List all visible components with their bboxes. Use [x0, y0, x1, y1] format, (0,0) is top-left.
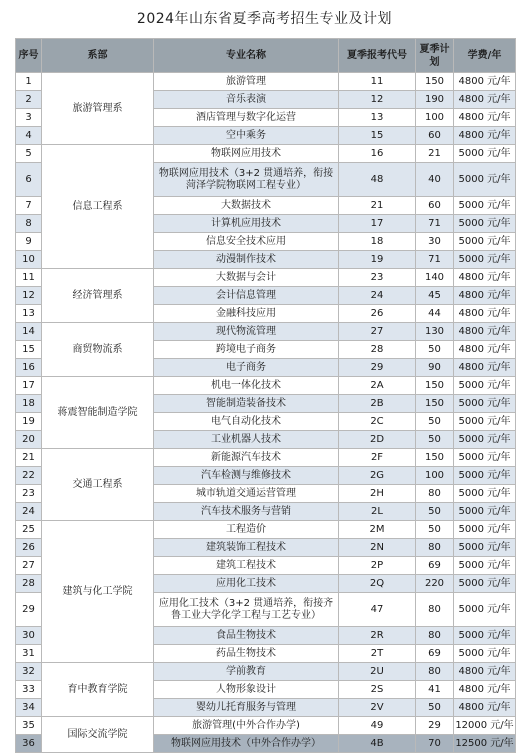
- row-number: 9: [16, 233, 42, 251]
- row-number: 23: [16, 485, 42, 503]
- exam-code: 29: [339, 359, 416, 377]
- major-name: 大数据与会计: [154, 269, 339, 287]
- table-row: [16, 663, 516, 681]
- row-number: 2: [16, 91, 42, 109]
- plan-count: 71: [416, 251, 454, 269]
- major-name: 汽车检测与维修技术: [154, 467, 339, 485]
- exam-code: 28: [339, 341, 416, 359]
- tuition-fee: 5000 元/年: [454, 557, 516, 575]
- row-number: 32: [16, 663, 42, 681]
- plan-count: 41: [416, 681, 454, 699]
- row-number: 13: [16, 305, 42, 323]
- tuition-fee: 5000 元/年: [454, 485, 516, 503]
- exam-code: 16: [339, 145, 416, 163]
- plan-count: 100: [416, 467, 454, 485]
- header-plan: 夏季计划: [416, 39, 454, 73]
- major-name: 物联网应用技术: [154, 145, 339, 163]
- exam-code: 2H: [339, 485, 416, 503]
- exam-code: 48: [339, 163, 416, 197]
- department-name: 建筑与化工学院: [42, 521, 154, 663]
- plan-count: 70: [416, 735, 454, 753]
- enrollment-table: [15, 38, 516, 753]
- plan-count: 150: [416, 395, 454, 413]
- row-number: 24: [16, 503, 42, 521]
- row-number: 10: [16, 251, 42, 269]
- plan-count: 80: [416, 627, 454, 645]
- row-number: 4: [16, 127, 42, 145]
- tuition-fee: 5000 元/年: [454, 413, 516, 431]
- tuition-fee: 5000 元/年: [454, 575, 516, 593]
- major-name: 建筑工程技术: [154, 557, 339, 575]
- tuition-fee: 5000 元/年: [454, 197, 516, 215]
- exam-code: 2N: [339, 539, 416, 557]
- plan-count: 69: [416, 645, 454, 663]
- row-number: 31: [16, 645, 42, 663]
- department-name: 经济管理系: [42, 269, 154, 323]
- major-name: 食品生物技术: [154, 627, 339, 645]
- tuition-fee: 5000 元/年: [454, 539, 516, 557]
- row-number: 5: [16, 145, 42, 163]
- plan-count: 50: [416, 699, 454, 717]
- exam-code: 2L: [339, 503, 416, 521]
- row-number: 33: [16, 681, 42, 699]
- plan-count: 100: [416, 109, 454, 127]
- major-name: 应用化工技术: [154, 575, 339, 593]
- major-name: 机电一体化技术: [154, 377, 339, 395]
- plan-count: 45: [416, 287, 454, 305]
- table-row: [16, 145, 516, 163]
- exam-code: 2B: [339, 395, 416, 413]
- department-name: 交通工程系: [42, 449, 154, 521]
- row-number: 6: [16, 163, 42, 197]
- header-dept: 系部: [42, 39, 154, 73]
- major-name: 跨境电子商务: [154, 341, 339, 359]
- tuition-fee: 4800 元/年: [454, 323, 516, 341]
- tuition-fee: 4800 元/年: [454, 73, 516, 91]
- plan-count: 90: [416, 359, 454, 377]
- plan-count: 150: [416, 449, 454, 467]
- tuition-fee: 5000 元/年: [454, 145, 516, 163]
- plan-count: 50: [416, 521, 454, 539]
- tuition-fee: 5000 元/年: [454, 233, 516, 251]
- department-name: 旅游管理系: [42, 73, 154, 145]
- plan-count: 50: [416, 413, 454, 431]
- major-name: 计算机应用技术: [154, 215, 339, 233]
- exam-code: 2V: [339, 699, 416, 717]
- major-name: 工程造价: [154, 521, 339, 539]
- plan-count: 50: [416, 341, 454, 359]
- tuition-fee: 5000 元/年: [454, 431, 516, 449]
- row-number: 18: [16, 395, 42, 413]
- exam-code: 2G: [339, 467, 416, 485]
- tuition-fee: 4800 元/年: [454, 663, 516, 681]
- table-row: [16, 323, 516, 341]
- header-code: 夏季报考代号: [339, 39, 416, 73]
- row-number: 27: [16, 557, 42, 575]
- tuition-fee: 5000 元/年: [454, 377, 516, 395]
- table-row: [16, 521, 516, 539]
- tuition-fee: 4800 元/年: [454, 127, 516, 145]
- header-fee: 学费/年: [454, 39, 516, 73]
- major-name: 城市轨道交通运营管理: [154, 485, 339, 503]
- major-name: 旅游管理: [154, 73, 339, 91]
- plan-count: 21: [416, 145, 454, 163]
- row-number: 12: [16, 287, 42, 305]
- exam-code: 2M: [339, 521, 416, 539]
- plan-count: 140: [416, 269, 454, 287]
- row-number: 29: [16, 593, 42, 627]
- exam-code: 15: [339, 127, 416, 145]
- exam-code: 12: [339, 91, 416, 109]
- major-name: 动漫制作技术: [154, 251, 339, 269]
- exam-code: 21: [339, 197, 416, 215]
- department-name: 国际交流学院: [42, 717, 154, 753]
- tuition-fee: 5000 元/年: [454, 645, 516, 663]
- plan-count: 50: [416, 503, 454, 521]
- major-name: 药品生物技术: [154, 645, 339, 663]
- plan-count: 190: [416, 91, 454, 109]
- major-name: 音乐表演: [154, 91, 339, 109]
- exam-code: 2F: [339, 449, 416, 467]
- tuition-fee: 12500 元/年: [454, 735, 516, 753]
- plan-count: 40: [416, 163, 454, 197]
- major-name: 汽车技术服务与营销: [154, 503, 339, 521]
- plan-count: 80: [416, 593, 454, 627]
- tuition-fee: 5000 元/年: [454, 521, 516, 539]
- row-number: 1: [16, 73, 42, 91]
- row-number: 8: [16, 215, 42, 233]
- plan-count: 220: [416, 575, 454, 593]
- row-number: 26: [16, 539, 42, 557]
- tuition-fee: 4800 元/年: [454, 109, 516, 127]
- exam-code: 2R: [339, 627, 416, 645]
- major-name: 酒店管理与数字化运营: [154, 109, 339, 127]
- plan-count: 150: [416, 377, 454, 395]
- plan-count: 60: [416, 197, 454, 215]
- tuition-fee: 4800 元/年: [454, 91, 516, 109]
- major-name: 空中乘务: [154, 127, 339, 145]
- major-name: 现代物流管理: [154, 323, 339, 341]
- major-name: 电子商务: [154, 359, 339, 377]
- tuition-fee: 5000 元/年: [454, 215, 516, 233]
- row-number: 19: [16, 413, 42, 431]
- tuition-fee: 5000 元/年: [454, 449, 516, 467]
- tuition-fee: 4800 元/年: [454, 287, 516, 305]
- row-number: 17: [16, 377, 42, 395]
- major-name: 信息安全技术应用: [154, 233, 339, 251]
- major-name: 会计信息管理: [154, 287, 339, 305]
- plan-count: 130: [416, 323, 454, 341]
- table-header-row: [16, 39, 516, 73]
- exam-code: 2Q: [339, 575, 416, 593]
- exam-code: 2D: [339, 431, 416, 449]
- table-row: [16, 449, 516, 467]
- exam-code: 2C: [339, 413, 416, 431]
- exam-code: 4B: [339, 735, 416, 753]
- plan-count: 69: [416, 557, 454, 575]
- major-name: 物联网应用技术（中外合作办学）: [154, 735, 339, 753]
- row-number: 16: [16, 359, 42, 377]
- plan-count: 150: [416, 73, 454, 91]
- tuition-fee: 4800 元/年: [454, 359, 516, 377]
- row-number: 30: [16, 627, 42, 645]
- exam-code: 17: [339, 215, 416, 233]
- major-name: 新能源汽车技术: [154, 449, 339, 467]
- row-number: 14: [16, 323, 42, 341]
- department-name: 蒋震智能制造学院: [42, 377, 154, 449]
- plan-count: 30: [416, 233, 454, 251]
- row-number: 36: [16, 735, 42, 753]
- row-number: 7: [16, 197, 42, 215]
- major-name: 学前教育: [154, 663, 339, 681]
- tuition-fee: 5000 元/年: [454, 467, 516, 485]
- row-number: 15: [16, 341, 42, 359]
- tuition-fee: 4800 元/年: [454, 341, 516, 359]
- major-name: 大数据技术: [154, 197, 339, 215]
- department-name: 商贸物流系: [42, 323, 154, 377]
- exam-code: 2A: [339, 377, 416, 395]
- exam-code: 18: [339, 233, 416, 251]
- exam-code: 19: [339, 251, 416, 269]
- department-name: 信息工程系: [42, 145, 154, 269]
- exam-code: 47: [339, 593, 416, 627]
- tuition-fee: 5000 元/年: [454, 593, 516, 627]
- plan-count: 60: [416, 127, 454, 145]
- major-name: 电气自动化技术: [154, 413, 339, 431]
- row-number: 28: [16, 575, 42, 593]
- tuition-fee: 5000 元/年: [454, 503, 516, 521]
- row-number: 20: [16, 431, 42, 449]
- header-major: 专业名称: [154, 39, 339, 73]
- plan-count: 80: [416, 539, 454, 557]
- tuition-fee: 4800 元/年: [454, 699, 516, 717]
- major-name: 建筑装饰工程技术: [154, 539, 339, 557]
- plan-count: 29: [416, 717, 454, 735]
- tuition-fee: 5000 元/年: [454, 627, 516, 645]
- table-row: [16, 717, 516, 735]
- major-name: 婴幼儿托育服务与管理: [154, 699, 339, 717]
- exam-code: 2P: [339, 557, 416, 575]
- exam-code: 23: [339, 269, 416, 287]
- tuition-fee: 12000 元/年: [454, 717, 516, 735]
- exam-code: 2T: [339, 645, 416, 663]
- table-body: [16, 73, 516, 753]
- row-number: 21: [16, 449, 42, 467]
- tuition-fee: 5000 元/年: [454, 395, 516, 413]
- major-name: 物联网应用技术（3+2 贯通培养，衔接菏泽学院物联网工程专业）: [154, 163, 339, 197]
- page-title: 2024年山东省夏季高考招生专业及计划: [136, 11, 393, 27]
- row-number: 34: [16, 699, 42, 717]
- header-seq: 序号: [16, 39, 42, 73]
- row-number: 11: [16, 269, 42, 287]
- exam-code: 13: [339, 109, 416, 127]
- plan-count: 44: [416, 305, 454, 323]
- table-row: [16, 377, 516, 395]
- major-name: 工业机器人技术: [154, 431, 339, 449]
- major-name: 人物形象设计: [154, 681, 339, 699]
- exam-code: 49: [339, 717, 416, 735]
- tuition-fee: 5000 元/年: [454, 251, 516, 269]
- row-number: 35: [16, 717, 42, 735]
- plan-count: 50: [416, 431, 454, 449]
- major-name: 应用化工技术（3+2 贯通培养，衔接齐鲁工业大学化学工程与工艺专业）: [154, 593, 339, 627]
- major-name: 旅游管理(中外合作办学): [154, 717, 339, 735]
- tuition-fee: 4800 元/年: [454, 269, 516, 287]
- table-row: [16, 73, 516, 91]
- major-name: 金融科技应用: [154, 305, 339, 323]
- exam-code: 27: [339, 323, 416, 341]
- tuition-fee: 4800 元/年: [454, 305, 516, 323]
- plan-count: 80: [416, 663, 454, 681]
- plan-count: 80: [416, 485, 454, 503]
- plan-count: 71: [416, 215, 454, 233]
- exam-code: 24: [339, 287, 416, 305]
- row-number: 3: [16, 109, 42, 127]
- row-number: 22: [16, 467, 42, 485]
- department-name: 育中教育学院: [42, 663, 154, 717]
- tuition-fee: 5000 元/年: [454, 163, 516, 197]
- tuition-fee: 4800 元/年: [454, 681, 516, 699]
- table-row: [16, 269, 516, 287]
- row-number: 25: [16, 521, 42, 539]
- major-name: 智能制造装备技术: [154, 395, 339, 413]
- exam-code: 11: [339, 73, 416, 91]
- exam-code: 26: [339, 305, 416, 323]
- exam-code: 2S: [339, 681, 416, 699]
- exam-code: 2U: [339, 663, 416, 681]
